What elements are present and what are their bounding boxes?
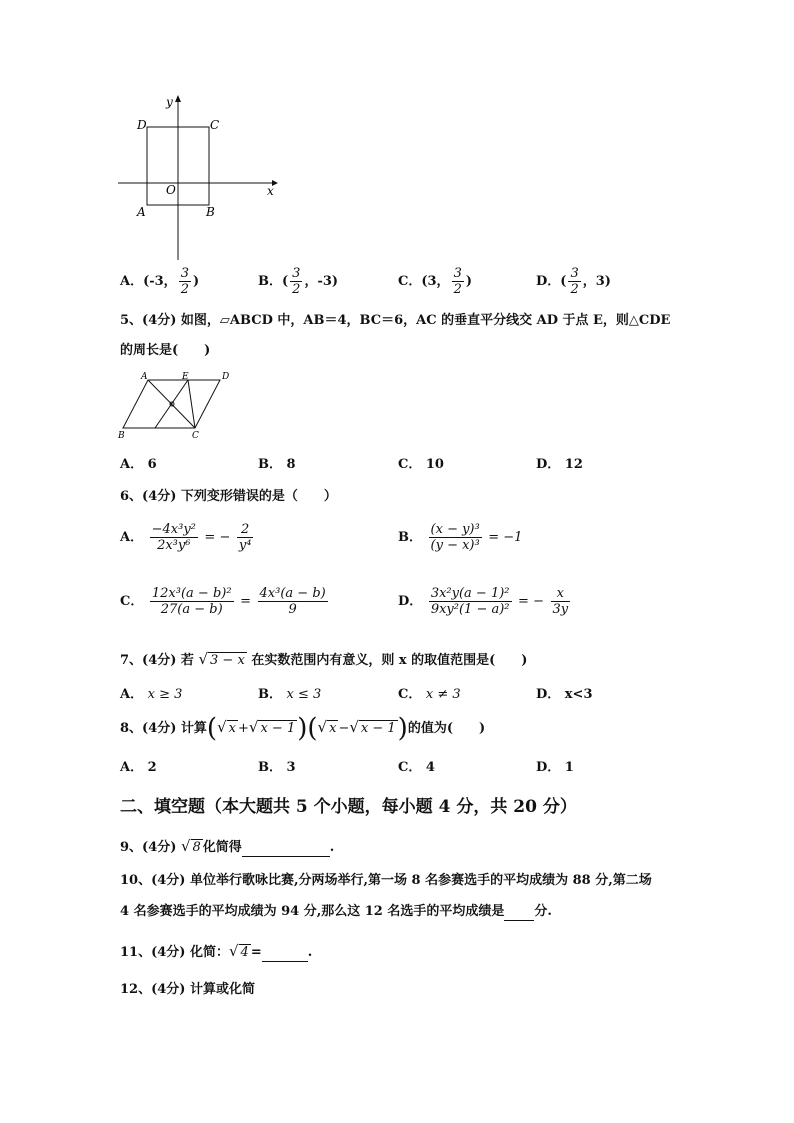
q5-stem-line1: 5、(4分) 如图，▱ABCD 中，AB＝4，BC＝6，AC 的垂直平分线交 AD 于点 E，则△CDE	[120, 313, 671, 328]
q8-option-c[interactable]: C． 4	[398, 760, 435, 775]
option-label: D．	[536, 274, 561, 289]
denominator: 2	[180, 282, 189, 297]
numerator: 12x³(a − b)²	[151, 586, 232, 601]
option-math: x ≥ 3	[147, 687, 183, 702]
square-root	[198, 650, 246, 668]
equals-sign: = −	[518, 594, 544, 609]
left-paren: (	[206, 713, 218, 744]
stem-suffix: 在实数范围内有意义，则 x 的取值范围是( )	[251, 653, 528, 668]
stem-text: 4 名参赛选手的平均成绩为 94 分,那么这 12 名选手的平均成绩是	[120, 904, 505, 919]
radical-sign: √	[217, 718, 227, 736]
fraction-left	[429, 522, 482, 553]
section-heading: 二、填空题（本大题共 5 个小题，每小题 4 分，共 20 分）	[120, 797, 577, 817]
fraction-right	[237, 522, 254, 553]
option-prefix: (	[560, 274, 567, 289]
stem-prefix: 11、(4分) 化简：	[120, 945, 229, 960]
q8-option-d[interactable]: D． 1	[536, 760, 574, 775]
numerator: 3	[180, 266, 189, 281]
denominator: 2	[292, 282, 301, 297]
q7-option-b[interactable]	[258, 686, 321, 704]
equals-sign: =	[250, 945, 262, 960]
option-math: x ≠ 3	[425, 687, 461, 702]
radicand: 3 − x	[210, 653, 245, 668]
radical-sign: √	[228, 942, 239, 960]
option-prefix: (3，	[421, 274, 450, 289]
denominator: 9	[288, 602, 297, 617]
point-e-label: E	[182, 372, 189, 382]
option-suffix: ，3)	[582, 274, 611, 289]
answer-blank[interactable]	[504, 906, 534, 921]
q8-stem	[120, 713, 486, 744]
q8-option-b[interactable]: B． 3	[258, 760, 296, 775]
y-axis-label: y	[166, 95, 173, 109]
stem-end: .	[307, 945, 313, 960]
point-b-label: B	[118, 431, 125, 441]
denominator: 27(a − b)	[160, 602, 223, 617]
q7-option-a[interactable]	[120, 686, 182, 704]
option-math: x ≤ 3	[286, 687, 322, 702]
denominator: 3y	[552, 602, 569, 617]
q4-option-b[interactable]	[258, 266, 338, 297]
right-paren: )	[397, 713, 408, 744]
parallelogram-figure	[115, 370, 245, 446]
stem-prefix: 7、(4分) 若	[120, 653, 194, 668]
fraction-right	[258, 586, 328, 617]
y-axis-arrow	[175, 95, 181, 102]
stem-end: 分.	[534, 904, 552, 919]
option-label: C．	[120, 594, 144, 609]
q7-stem	[120, 650, 527, 670]
right-paren: )	[297, 713, 308, 744]
sqrt-x-minus-1	[349, 718, 397, 736]
radical-sign: √	[349, 718, 359, 736]
numerator: (x − y)³	[430, 522, 480, 537]
radicand: x − 1	[260, 721, 296, 736]
option-label: B．	[398, 530, 422, 545]
fraction	[452, 266, 464, 297]
option-label: A．	[120, 687, 144, 702]
numerator: 3x²y(a − 1)²	[430, 586, 510, 601]
sqrt-x-minus-1	[248, 718, 297, 736]
sqrt-x	[317, 718, 339, 736]
equals-sign: = −1	[488, 530, 523, 545]
option-label: C．	[398, 274, 422, 289]
fraction-left	[429, 586, 512, 617]
q6-option-c[interactable]	[120, 586, 330, 617]
equals-sign: = −	[204, 530, 231, 545]
denominator: (y − x)³	[430, 538, 480, 553]
q10-line2	[120, 903, 552, 921]
denominator: 2	[570, 282, 579, 297]
fraction	[290, 266, 302, 297]
radicand: 8	[192, 840, 201, 855]
q4-option-c[interactable]	[398, 266, 472, 297]
square-root	[180, 837, 203, 855]
point-a-label: A	[137, 205, 146, 219]
fraction	[179, 266, 191, 297]
square-root	[228, 942, 251, 960]
answer-blank[interactable]	[262, 947, 308, 962]
option-label: B．	[258, 687, 282, 702]
minus-sign: −	[338, 721, 350, 736]
option-label: D．	[398, 594, 423, 609]
q6-option-a[interactable]	[120, 522, 255, 553]
radical-sign: √	[317, 718, 328, 736]
numerator: 2	[237, 522, 254, 538]
numerator: −4x³y²	[151, 522, 196, 537]
q11	[120, 942, 312, 962]
option-prefix: (	[282, 274, 289, 289]
stem-suffix: 的值为( )	[407, 721, 486, 736]
numerator: x	[551, 586, 571, 602]
point-b-label: B	[206, 205, 215, 219]
option-label: C．	[398, 687, 422, 702]
answer-blank[interactable]	[242, 842, 330, 857]
point-c-label: C	[210, 118, 220, 132]
line-ec	[188, 380, 195, 428]
numerator: 4x³(a − b)	[259, 586, 326, 601]
q5-option-a[interactable]: A． 6	[120, 457, 157, 472]
x-axis-label: x	[267, 184, 274, 198]
q5-option-d[interactable]: D． 12	[536, 457, 583, 472]
denominator: 9xy²(1 − a)²	[430, 602, 510, 617]
q9	[120, 837, 334, 857]
point-d-label: D	[137, 118, 147, 132]
left-paren: (	[307, 713, 318, 744]
origin-label: O	[166, 183, 176, 197]
radicand: x	[228, 721, 236, 736]
q5-option-b[interactable]: B． 8	[258, 457, 296, 472]
q6-option-b[interactable]	[398, 522, 522, 553]
point-a-label: A	[141, 372, 148, 382]
q8-option-a[interactable]: A． 2	[120, 760, 157, 775]
option-label: B．	[258, 274, 282, 289]
point-c-label: C	[192, 431, 199, 441]
numerator: 3	[453, 266, 462, 281]
denominator: 2x³y⁶	[157, 538, 191, 553]
stem-suffix: 化简得	[202, 840, 242, 855]
radical-sign: √	[180, 837, 191, 855]
plus-sign: +	[237, 721, 249, 736]
point-d-label: D	[222, 372, 230, 382]
radical-sign: √	[198, 650, 209, 668]
q7-option-c[interactable]	[398, 686, 461, 704]
radical-sign: √	[248, 718, 259, 736]
radicand: x − 1	[360, 721, 396, 736]
numerator: 3	[292, 266, 301, 281]
stem-end: .	[329, 840, 335, 855]
denominator: y⁴	[238, 538, 252, 553]
q5-stem-line2: 的周长是( )	[120, 343, 211, 358]
stem-prefix: 8、(4分) 计算	[120, 721, 207, 736]
q7-option-d[interactable]: D． x<3	[536, 687, 593, 702]
option-label: A．	[120, 530, 144, 545]
option-label: A．	[120, 274, 144, 289]
option-prefix: (-3，	[143, 274, 177, 289]
q4-option-a[interactable]	[120, 266, 199, 297]
option-suffix: )	[192, 274, 200, 289]
q10-line1: 10、(4分) 单位举行歌咏比赛,分两场举行,第一场 8 名参赛选手的平均成绩为 88 分,第二场	[120, 873, 652, 888]
perpendicular-bisector	[155, 380, 188, 428]
option-suffix: )	[465, 274, 472, 289]
q6-option-d[interactable]	[398, 586, 572, 617]
radicand: x	[329, 721, 337, 736]
denominator: 2	[453, 282, 462, 297]
q4-option-d[interactable]	[536, 266, 611, 297]
stem-prefix: 9、(4分)	[120, 840, 177, 855]
q12-stem: 12、(4分) 计算或化简	[120, 982, 255, 997]
option-suffix: ，-3)	[304, 274, 339, 289]
q6-stem: 6、(4分) 下列变形错误的是（ ）	[120, 489, 337, 504]
fraction-left	[150, 522, 198, 553]
fraction-right	[551, 586, 571, 617]
fraction-left	[150, 586, 234, 617]
coordinate-figure	[110, 90, 290, 265]
equals-sign: =	[240, 594, 251, 609]
radicand: 4	[240, 945, 249, 960]
fraction	[568, 266, 580, 297]
numerator: 3	[570, 266, 579, 281]
q5-option-c[interactable]: C． 10	[398, 457, 444, 472]
sqrt-x	[217, 718, 238, 736]
